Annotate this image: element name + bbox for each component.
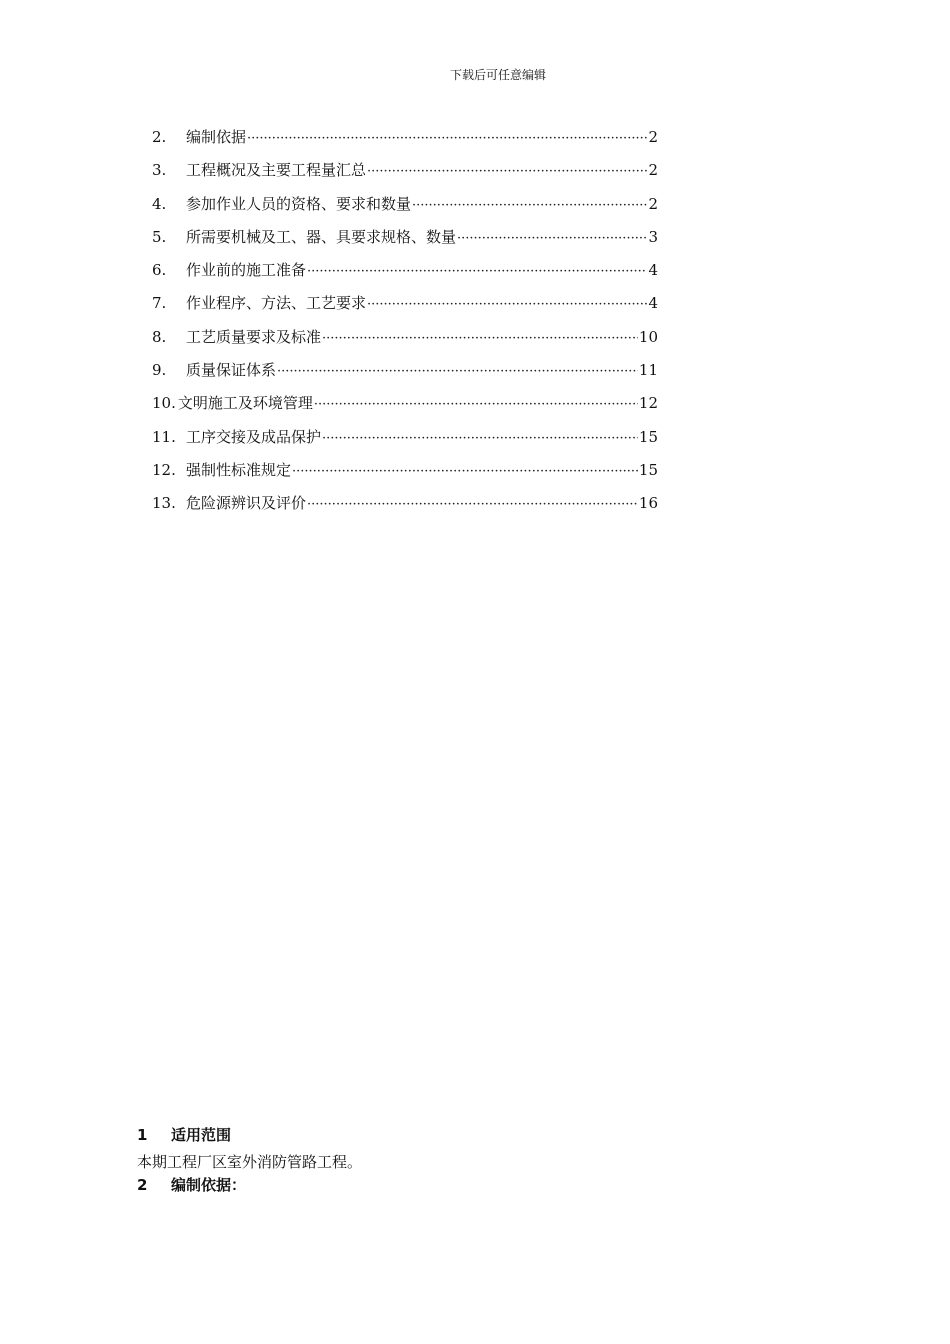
toc-title: 质量保证体系 <box>186 361 277 380</box>
toc-leader-dots <box>307 264 647 279</box>
toc-entry[interactable] <box>152 392 658 425</box>
toc-page-number: 12 <box>638 394 658 413</box>
section-body: 本期工程厂区室外消防管路工程。 <box>137 1153 363 1171</box>
toc-leader-dots <box>367 297 647 312</box>
toc-leader-dots <box>322 331 638 346</box>
toc-leader-dots <box>322 431 638 446</box>
table-of-contents <box>152 126 658 526</box>
toc-page-number: 16 <box>638 494 658 513</box>
toc-page-number: 10 <box>638 327 658 346</box>
toc-leader-dots <box>277 364 638 379</box>
header-note: 下载后可任意编辑 <box>449 68 546 82</box>
toc-number: 9. <box>152 361 167 380</box>
toc-title: 强制性标准规定 <box>186 460 292 479</box>
toc-page-number: 2 <box>648 128 658 146</box>
section-1 <box>137 1124 362 1172</box>
toc-leader-dots <box>307 497 638 512</box>
toc-title: 文明施工及环境管理 <box>177 394 313 413</box>
toc-title: 编制依据 <box>186 128 247 146</box>
toc-page-number: 4 <box>648 261 658 280</box>
toc-entry[interactable] <box>152 426 658 459</box>
toc-number: 13. <box>152 494 176 513</box>
toc-entry[interactable] <box>152 292 658 325</box>
toc-number: 10. <box>152 394 176 413</box>
toc-entry[interactable] <box>152 459 658 492</box>
toc-entry[interactable] <box>152 193 658 226</box>
toc-number: 6. <box>152 261 167 280</box>
section-heading <box>137 1174 246 1195</box>
toc-page-number: 2 <box>648 194 658 213</box>
toc-page-number: 11 <box>638 361 658 380</box>
toc-entry[interactable] <box>152 226 658 259</box>
toc-number: 3. <box>152 161 167 180</box>
toc-page-number: 3 <box>648 227 658 246</box>
toc-entry[interactable] <box>152 326 658 359</box>
toc-title: 作业程序、方法、工艺要求 <box>186 294 367 313</box>
toc-leader-dots <box>367 164 647 179</box>
toc-entry[interactable] <box>152 359 658 392</box>
toc-entry[interactable] <box>152 259 658 292</box>
toc-title: 作业前的施工准备 <box>186 261 307 280</box>
toc-entry[interactable] <box>152 126 658 159</box>
toc-title: 工程概况及主要工程量汇总 <box>186 161 367 180</box>
toc-leader-dots <box>314 397 638 412</box>
toc-number: 8. <box>152 327 167 346</box>
section-number: 2 <box>137 1176 148 1194</box>
toc-number: 5. <box>152 227 167 246</box>
toc-number: 4. <box>152 194 167 213</box>
section-title: 适用范围 <box>171 1126 232 1144</box>
toc-number: 12. <box>152 460 176 479</box>
section-title: 编制依据： <box>171 1176 247 1194</box>
toc-leader-dots <box>412 198 647 213</box>
section-2 <box>137 1174 246 1195</box>
toc-entry[interactable] <box>152 492 658 525</box>
toc-title: 参加作业人员的资格、要求和数量 <box>186 194 412 213</box>
toc-leader-dots <box>247 131 647 146</box>
toc-title: 工艺质量要求及标准 <box>186 327 322 346</box>
toc-leader-dots <box>457 231 647 246</box>
toc-entry[interactable] <box>152 159 658 192</box>
toc-number: 7. <box>152 294 167 313</box>
section-number: 1 <box>137 1126 148 1144</box>
toc-leader-dots <box>292 464 638 479</box>
toc-number: 2. <box>152 128 167 146</box>
toc-page-number: 4 <box>648 294 658 313</box>
toc-page-number: 15 <box>638 427 658 446</box>
section-heading <box>137 1124 362 1145</box>
toc-page-number: 15 <box>638 460 658 479</box>
toc-title: 危险源辨识及评价 <box>186 494 307 513</box>
toc-number: 11. <box>152 427 176 446</box>
toc-title: 工序交接及成品保护 <box>186 427 322 446</box>
toc-title: 所需要机械及工、器、具要求规格、数量 <box>186 227 457 246</box>
toc-page-number: 2 <box>648 161 658 180</box>
